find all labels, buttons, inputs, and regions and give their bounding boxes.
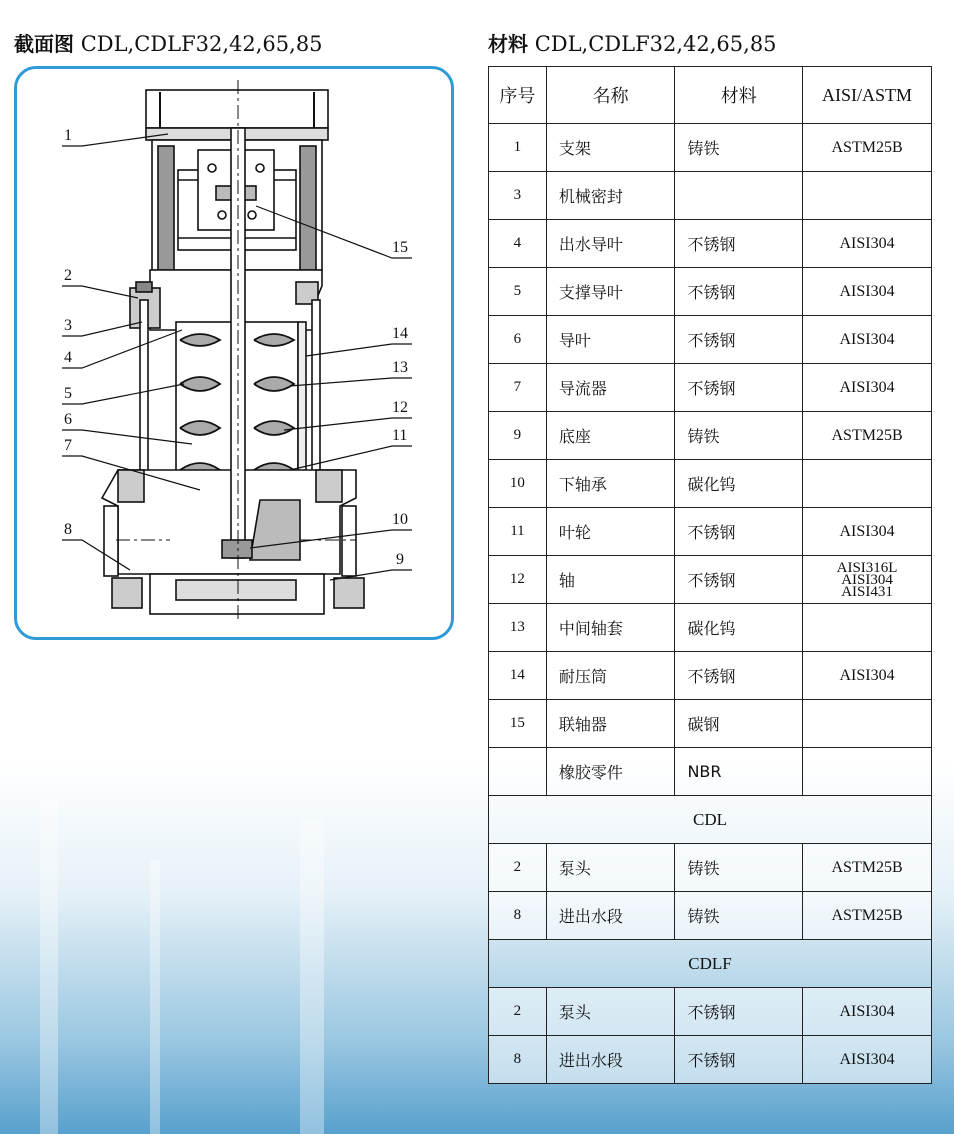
table-row [489, 220, 932, 268]
callout-7: 7 [64, 437, 72, 454]
cell-material: 不锈钢 [675, 268, 803, 316]
table-row [489, 508, 932, 556]
cell-no: 1 [489, 124, 547, 172]
cell-aisi: AISI304 [803, 652, 932, 700]
aisi-line: AISI431 [841, 583, 893, 600]
heading-models: CDL,CDLF32,42,65,85 [534, 32, 777, 56]
table-row [489, 268, 932, 316]
callout-12: 12 [392, 399, 408, 416]
table-row [489, 844, 932, 892]
cell-aisi: ASTM25B [803, 844, 932, 892]
aisi-line: AISI316L [836, 559, 898, 576]
cell-material: 碳钢 [675, 700, 803, 748]
cell-name: 进出水段 [546, 892, 675, 940]
table-row [489, 652, 932, 700]
cell-no: 10 [489, 460, 547, 508]
cell-material: NBR [675, 748, 803, 796]
cell-aisi: AISI304 [803, 1036, 932, 1084]
cell-name: 支架 [546, 124, 675, 172]
callout-6: 6 [64, 411, 72, 428]
table-row [489, 748, 932, 796]
cell-material: 碳化钨 [675, 604, 803, 652]
leader-2 [62, 286, 138, 298]
callout-11: 11 [392, 427, 408, 444]
table-row [489, 1036, 932, 1084]
table-row [489, 460, 932, 508]
cell-name: 导流器 [546, 364, 675, 412]
cell-no: 2 [489, 988, 547, 1036]
table-row [489, 988, 932, 1036]
cell-name: 耐压筒 [546, 652, 675, 700]
leader-5 [62, 384, 184, 404]
cell-aisi: ASTM25B [803, 412, 932, 460]
cell-no: 6 [489, 316, 547, 364]
cell-aisi [803, 172, 932, 220]
cell-aisi: AISI304 [803, 268, 932, 316]
cell-aisi [803, 556, 932, 604]
cell-material: 铸铁 [675, 892, 803, 940]
cell-no: 3 [489, 172, 547, 220]
cell-material: 不锈钢 [675, 364, 803, 412]
heading-label: 截面图 [14, 32, 74, 56]
cell-aisi: AISI304 [803, 988, 932, 1036]
cell-name: 导叶 [546, 316, 675, 364]
table-row [489, 892, 932, 940]
table-header-row [489, 67, 932, 124]
cell-aisi: AISI304 [803, 364, 932, 412]
materials-table [488, 66, 932, 1084]
cell-name: 泵头 [546, 844, 675, 892]
cell-no [489, 748, 547, 796]
cell-no: 9 [489, 412, 547, 460]
section-label-cdlf: CDLF [489, 940, 932, 988]
table-row [489, 316, 932, 364]
callout-9: 9 [396, 551, 404, 568]
section-row-cdl [489, 796, 932, 844]
table-row [489, 604, 932, 652]
cell-name: 中间轴套 [546, 604, 675, 652]
cell-aisi [803, 748, 932, 796]
callout-5: 5 [64, 385, 72, 402]
cell-material: 不锈钢 [675, 316, 803, 364]
callout-3: 3 [64, 317, 72, 334]
cell-name: 出水导叶 [546, 220, 675, 268]
cell-no: 11 [489, 508, 547, 556]
cell-aisi: AISI304 [803, 508, 932, 556]
cell-name: 机械密封 [546, 172, 675, 220]
table-row [489, 364, 932, 412]
cell-material: 不锈钢 [675, 556, 803, 604]
callout-10: 10 [392, 511, 408, 528]
cell-no: 8 [489, 1036, 547, 1084]
header-name: 名称 [546, 67, 675, 124]
leader-13 [290, 378, 412, 386]
cell-no: 4 [489, 220, 547, 268]
callout-2: 2 [64, 267, 72, 284]
cell-name: 泵头 [546, 988, 675, 1036]
header-no: 序号 [489, 67, 547, 124]
cell-material: 不锈钢 [675, 220, 803, 268]
table-row [489, 412, 932, 460]
header-aisi: AISI/ASTM [803, 67, 932, 124]
cell-aisi: AISI304 [803, 220, 932, 268]
aisi-line: AISI304 [841, 571, 893, 588]
leader-6 [62, 430, 192, 444]
callout-4: 4 [64, 349, 72, 366]
table-row [489, 556, 932, 604]
cell-aisi: ASTM25B [803, 124, 932, 172]
section-label-cdl: CDL [489, 796, 932, 844]
cell-aisi: AISI304 [803, 316, 932, 364]
cell-name: 下轴承 [546, 460, 675, 508]
cell-name: 联轴器 [546, 700, 675, 748]
cell-aisi [803, 460, 932, 508]
cell-material: 不锈钢 [675, 1036, 803, 1084]
cell-material: 铸铁 [675, 844, 803, 892]
motor-housing [146, 90, 328, 128]
leader-11 [290, 446, 412, 470]
callout-14: 14 [392, 325, 408, 342]
cell-name: 进出水段 [546, 1036, 675, 1084]
cell-material: 碳化钨 [675, 460, 803, 508]
cell-name: 轴 [546, 556, 675, 604]
cell-no: 8 [489, 892, 547, 940]
callout-15: 15 [392, 239, 408, 256]
cell-material: 铸铁 [675, 412, 803, 460]
leader-14 [306, 344, 412, 356]
cell-material: 不锈钢 [675, 508, 803, 556]
cell-name: 叶轮 [546, 508, 675, 556]
callout-1: 1 [64, 127, 72, 144]
section-row-cdlf [489, 940, 932, 988]
cell-material [675, 172, 803, 220]
cell-name: 底座 [546, 412, 675, 460]
table-row [489, 700, 932, 748]
cell-material: 不锈钢 [675, 652, 803, 700]
table-row [489, 124, 932, 172]
cell-no: 7 [489, 364, 547, 412]
cell-no: 14 [489, 652, 547, 700]
callout-13: 13 [392, 359, 408, 376]
heading-models: CDL,CDLF32,42,65,85 [80, 32, 323, 56]
cell-no: 13 [489, 604, 547, 652]
heading-label: 材料 [488, 32, 528, 56]
header-material: 材料 [675, 67, 803, 124]
cell-aisi [803, 700, 932, 748]
callout-8: 8 [64, 521, 72, 538]
cell-aisi [803, 604, 932, 652]
cell-name: 橡胶零件 [546, 748, 675, 796]
cell-material: 铸铁 [675, 124, 803, 172]
cell-material: 不锈钢 [675, 988, 803, 1036]
cell-no: 12 [489, 556, 547, 604]
cell-no: 5 [489, 268, 547, 316]
cell-no: 2 [489, 844, 547, 892]
table-row [489, 172, 932, 220]
cell-no: 15 [489, 700, 547, 748]
cell-aisi: ASTM25B [803, 892, 932, 940]
cell-name: 支撑导叶 [546, 268, 675, 316]
